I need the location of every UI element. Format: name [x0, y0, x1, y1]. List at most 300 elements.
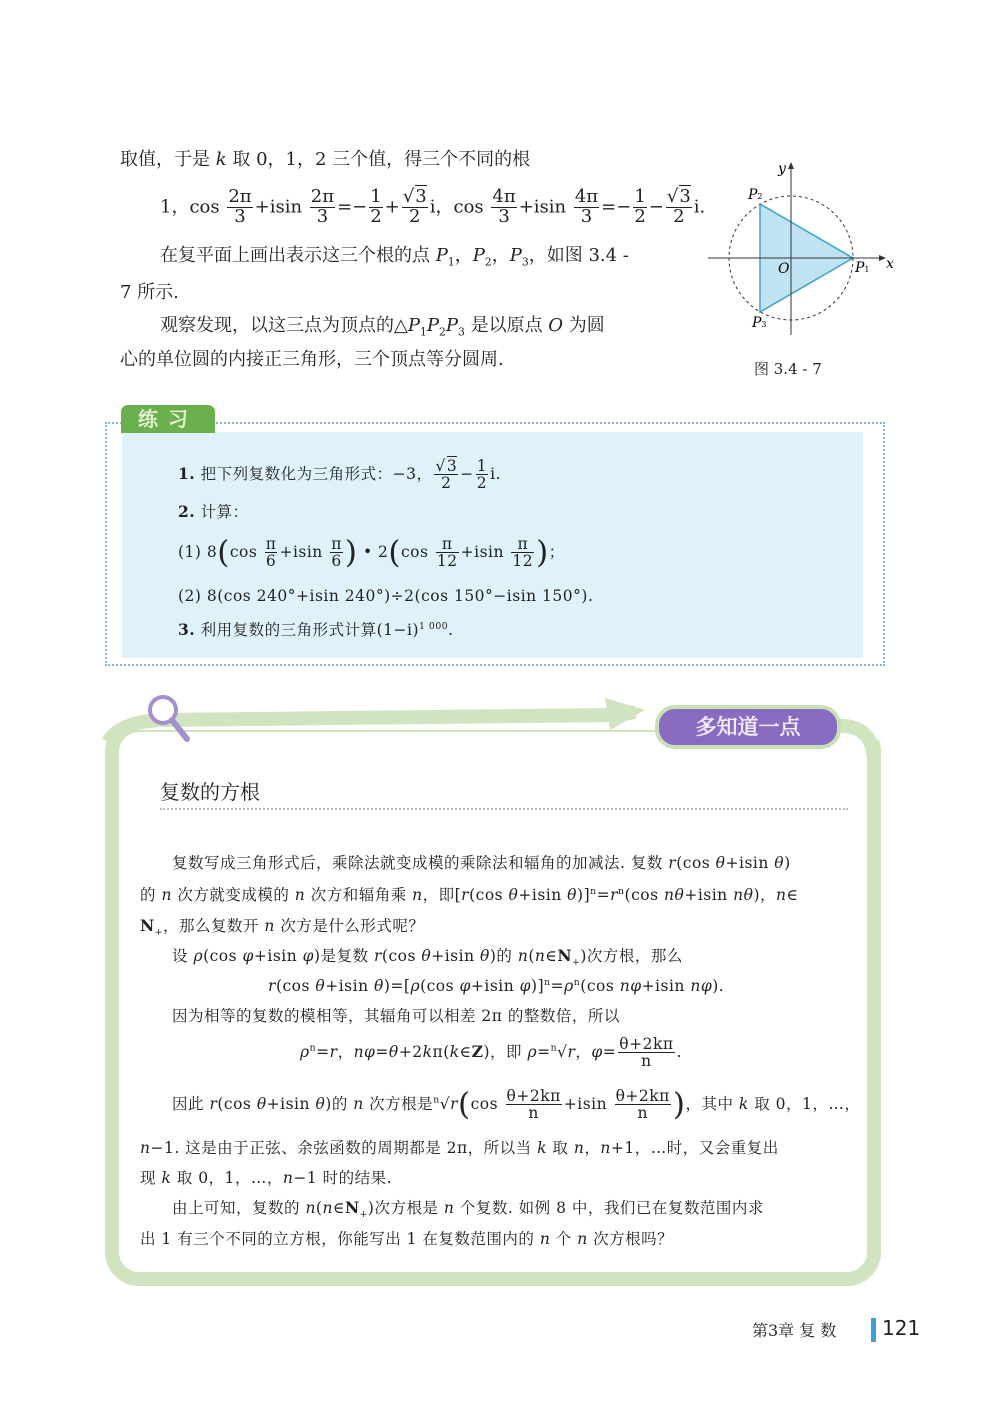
- big-paren: ): [672, 1086, 686, 1123]
- math-var: θ: [315, 977, 326, 995]
- fraction-part: 12: [436, 552, 458, 571]
- math-var: P: [472, 245, 485, 266]
- text-run: 的: [140, 886, 162, 904]
- text-run: √: [439, 1094, 451, 1113]
- text-run: 7 所示.: [120, 282, 179, 303]
- exercise-tab: 练习: [121, 405, 215, 433]
- text-line: [140, 1196, 764, 1220]
- math-var: θ: [374, 977, 384, 995]
- text-line: [160, 188, 705, 227]
- subscript: 1: [447, 255, 455, 269]
- math-var: r: [268, 977, 276, 995]
- y-label: y: [778, 161, 786, 177]
- math-var: ρ: [527, 1042, 538, 1061]
- text-run: i.: [693, 196, 706, 218]
- sqrt: √3: [402, 186, 427, 207]
- math-var: r: [209, 1094, 218, 1113]
- math-var: k: [449, 1042, 460, 1061]
- subscript: +: [359, 1209, 368, 1221]
- text-line: [140, 1136, 779, 1158]
- text-run: +isin: [641, 977, 691, 995]
- fraction: [491, 188, 516, 227]
- math-var: θ: [256, 1094, 267, 1113]
- math-var: n: [264, 917, 275, 935]
- math-var: n: [776, 886, 787, 904]
- superscript: n: [309, 1042, 317, 1054]
- math-var: k: [738, 1094, 749, 1113]
- fraction: [666, 188, 692, 227]
- text-run: i.: [490, 464, 501, 483]
- p1-label: P1: [855, 260, 870, 276]
- text-run: cos: [470, 1094, 504, 1113]
- math-var: n: [353, 1094, 364, 1113]
- text-run: ∈: [786, 886, 799, 904]
- text-run: (1) 8: [178, 542, 218, 561]
- text-run: =−: [337, 196, 368, 218]
- text-run: 利用复数的三角形式计算(1−i): [195, 621, 420, 639]
- text-run: ): [784, 854, 791, 872]
- text-line: [140, 1166, 392, 1188]
- text-run: ；: [548, 542, 565, 561]
- fraction-part: 6: [331, 552, 342, 571]
- math-var: n: [577, 1230, 588, 1248]
- text-line: [140, 1227, 673, 1249]
- fraction: [436, 536, 459, 570]
- fraction-part: π: [511, 536, 534, 553]
- math-var: n: [322, 1199, 333, 1217]
- text-line: [140, 914, 424, 938]
- bold-text: N: [140, 916, 155, 935]
- fraction: [330, 536, 343, 570]
- fraction-part: 6: [265, 552, 277, 571]
- math-var: nφ: [690, 977, 713, 995]
- math-var: nφ: [353, 1042, 376, 1061]
- text-run: ，: [584, 1139, 601, 1157]
- text-run: )]: [577, 886, 591, 904]
- text-line: [140, 1088, 860, 1122]
- text-line: [140, 944, 683, 968]
- text-run: ，: [575, 1042, 592, 1061]
- fraction-part: 1: [370, 186, 382, 207]
- math-var: θ: [774, 854, 785, 872]
- text-run: +isin: [460, 542, 510, 561]
- text-run: +isin: [325, 977, 375, 995]
- math-var: θ: [567, 886, 578, 904]
- text-run: cos: [229, 542, 263, 561]
- page-bar: [871, 1318, 876, 1342]
- fraction: [506, 1088, 562, 1122]
- text-run: 次方就变成模的: [171, 886, 295, 904]
- math-var: P: [407, 315, 420, 336]
- superscript: n: [590, 885, 597, 897]
- fraction-part: 2π: [310, 186, 335, 207]
- chapter-label: 第3章 复 数: [752, 1321, 837, 1340]
- text-run: =: [316, 1042, 330, 1061]
- math-var: φ: [459, 977, 471, 995]
- text-run: ，其中: [685, 1094, 739, 1113]
- fraction: [618, 1036, 674, 1070]
- fraction-part: 3: [234, 205, 246, 227]
- fraction-part: 2: [409, 205, 421, 227]
- text-run: ∈: [332, 1199, 345, 1217]
- big-paren: (: [217, 534, 230, 571]
- text-line: [120, 345, 504, 371]
- bold-text: 3.: [178, 620, 196, 639]
- fraction-part: n: [641, 1052, 652, 1071]
- text-run: )是复数: [314, 947, 374, 965]
- text-line: [160, 241, 629, 269]
- math-var: ρ: [193, 947, 204, 965]
- fraction-part: 3: [498, 205, 510, 227]
- fraction: [369, 188, 382, 227]
- math-var: r: [461, 886, 470, 904]
- math-var: P: [426, 315, 439, 336]
- text-run: (cos: [275, 977, 316, 995]
- text-run: −: [460, 464, 474, 483]
- math-var: n: [573, 1139, 585, 1157]
- math-var: φ: [302, 947, 315, 965]
- fraction-part: 2: [476, 474, 488, 493]
- math-var: k: [161, 1169, 172, 1187]
- math-var: n: [412, 886, 423, 904]
- text-run: 取: [547, 1139, 574, 1157]
- fraction: [633, 188, 646, 227]
- text-run: 取 0，1，2 三个值，得三个不同的根: [226, 149, 531, 170]
- text-run: )的: [489, 947, 518, 965]
- big-paren: ): [344, 534, 358, 571]
- text-run: ，: [491, 245, 510, 266]
- bold-text: Z: [471, 1041, 484, 1061]
- math-var: θ: [715, 854, 726, 872]
- text-line: [178, 618, 454, 640]
- text-run: 取值，于是: [120, 149, 216, 170]
- x-label: x: [886, 256, 894, 272]
- fraction-part: π: [436, 536, 459, 553]
- radicand: 3: [446, 457, 458, 475]
- math-var: nθ: [733, 886, 754, 904]
- math-var: n: [600, 1139, 611, 1157]
- text-run: 次方根是: [363, 1094, 434, 1113]
- math-var: r: [668, 854, 677, 872]
- fraction-part: 2: [634, 205, 646, 227]
- fraction: [574, 188, 599, 227]
- text-run: 心的单位圆的内接正三角形，三个顶点等分圆周.: [120, 349, 504, 370]
- know-more-badge: 多知道一点: [655, 705, 841, 749]
- text-run: +isin: [518, 886, 568, 904]
- text-run: =−: [601, 196, 632, 218]
- math-var: θ: [315, 1094, 326, 1113]
- text-run: 观察发现，以这三点为顶点的△: [160, 315, 408, 336]
- sqrt: √3: [666, 186, 691, 207]
- fraction-part: [402, 188, 428, 208]
- text-run: 由上可知，复数的: [140, 1199, 306, 1217]
- p3-label: P3: [752, 315, 767, 331]
- bold-text: N: [557, 946, 573, 965]
- subscript: 3: [457, 325, 465, 339]
- text-line: [178, 500, 249, 522]
- text-run: +isin: [684, 886, 734, 904]
- text-run: (cos: [676, 854, 716, 872]
- text-run: .: [676, 1042, 682, 1061]
- text-run: cos: [401, 542, 434, 561]
- text-run: ，: [454, 245, 473, 266]
- fraction-part: 4π: [574, 186, 599, 207]
- text-run: ，那么复数开: [162, 917, 265, 935]
- fraction-part: 3: [316, 205, 329, 227]
- math-var: φ: [242, 947, 254, 965]
- text-run: )的: [325, 1094, 354, 1113]
- text-run: (cos: [469, 886, 509, 904]
- fraction: [615, 1088, 671, 1122]
- math-var: φ: [591, 1042, 603, 1061]
- subscript: 3: [521, 255, 529, 269]
- text-run: )，即: [483, 1042, 528, 1061]
- text-line: [178, 536, 565, 570]
- text-run: 次方和辐角乘: [305, 886, 413, 904]
- text-run: )，: [753, 886, 776, 904]
- text-run: π(: [432, 1042, 450, 1061]
- math-var: r: [450, 1094, 458, 1113]
- text-line: [140, 974, 724, 996]
- figure-caption: 图 3.4 - 7: [754, 360, 822, 378]
- math-var: k: [537, 1139, 547, 1157]
- math-var: θ: [480, 947, 490, 965]
- big-paren: ): [536, 534, 549, 571]
- math-var: n: [294, 886, 306, 904]
- text-run: 设: [140, 947, 194, 965]
- text-run: 个复数. 如例 8 中，我们已在复数范围内求: [454, 1199, 764, 1217]
- fraction: [434, 458, 458, 492]
- math-var: θ: [421, 947, 432, 965]
- text-run: 把下列复数化为三角形式：−3，: [195, 464, 433, 483]
- text-run: +isin: [470, 977, 520, 995]
- page-number: 121: [882, 1316, 921, 1340]
- fraction: [476, 458, 488, 492]
- text-run: =: [537, 1042, 551, 1061]
- know-more-title: 复数的方根: [160, 780, 260, 804]
- radicand: 3: [679, 186, 691, 207]
- text-run: =: [375, 1042, 389, 1061]
- text-run: +isin: [563, 1094, 613, 1113]
- math-var: n: [161, 886, 172, 904]
- math-var: r: [610, 886, 619, 904]
- text-line: [140, 1004, 620, 1026]
- text-run: +isin: [253, 947, 303, 965]
- fraction-part: π: [331, 535, 342, 553]
- text-run: (cos: [381, 947, 422, 965]
- math-var: P: [445, 315, 458, 336]
- text-run: (cos: [580, 977, 620, 995]
- text-run: 取 0，1，…，: [171, 1169, 283, 1187]
- text-run: 因此: [140, 1094, 210, 1113]
- subscript: 2: [484, 255, 492, 269]
- superscript: n: [433, 1094, 440, 1106]
- math-var: θ: [508, 886, 519, 904]
- text-run: 取 0，1，…，: [748, 1094, 861, 1113]
- fraction-part: θ+2kπ: [506, 1087, 561, 1105]
- text-run: (: [315, 1199, 323, 1217]
- text-run: 在复平面上画出表示这三个根的点: [160, 245, 436, 266]
- superscript: 1 000: [419, 620, 449, 632]
- math-var: O: [548, 315, 564, 336]
- big-paren: (: [458, 1086, 471, 1123]
- text-run: 1，cos: [160, 196, 226, 218]
- math-var: ρ: [300, 1042, 310, 1061]
- sqrt: √3: [435, 457, 458, 475]
- math-var: n: [539, 1230, 551, 1248]
- text-line: [140, 883, 798, 905]
- fraction-part: 2: [673, 205, 685, 227]
- subscript: 2: [438, 325, 446, 339]
- fraction: [402, 188, 428, 227]
- text-run: ).: [712, 977, 725, 995]
- text-run: +isin: [518, 196, 572, 218]
- text-line: [120, 145, 530, 171]
- math-var: θ: [388, 1042, 399, 1061]
- subscript: +: [572, 957, 581, 969]
- math-var: n: [534, 947, 546, 965]
- math-var: ρ: [564, 977, 574, 995]
- text-run: 出 1 有三个不同的立方根，你能写出 1 在复数范围内的: [140, 1230, 540, 1248]
- superscript: n: [573, 976, 581, 988]
- math-var: nθ: [664, 886, 685, 904]
- math-var: k: [215, 149, 227, 170]
- text-run: 为圆: [563, 315, 605, 336]
- text-run: [140, 977, 268, 995]
- text-line: [178, 458, 501, 492]
- fraction: [265, 536, 278, 570]
- text-run: +isin: [431, 947, 480, 965]
- bold-text: N: [344, 1198, 360, 1217]
- math-var: n: [305, 1199, 316, 1217]
- fraction-part: π: [265, 535, 277, 553]
- text-run: i，cos: [429, 196, 490, 218]
- fraction: [310, 188, 335, 227]
- math-var: nφ: [619, 977, 642, 995]
- text-run: 复数写成三角形式后，乘除法就变成模的乘除法和辐角的加减法. 复数: [140, 854, 669, 872]
- magnifier-icon: [145, 692, 195, 744]
- math-var: n: [282, 1169, 294, 1187]
- text-run: +isin: [725, 854, 775, 872]
- box-corner: [836, 718, 882, 768]
- superscript: n: [550, 1042, 558, 1054]
- text-run: −: [648, 196, 664, 218]
- text-run: ，如图 3.4 -: [528, 245, 629, 266]
- fraction-part: 3: [580, 205, 593, 227]
- math-var: r: [374, 947, 382, 965]
- math-var: P: [509, 245, 522, 266]
- p2-label: P2: [748, 187, 763, 203]
- subscript: 1: [419, 325, 427, 339]
- text-run: (: [528, 947, 535, 965]
- fraction-part: 1: [634, 186, 646, 207]
- text-run: )]: [531, 977, 545, 995]
- figure-3-4-7: [700, 155, 900, 385]
- math-var: k: [422, 1042, 433, 1061]
- text-run: )次方根是: [367, 1199, 444, 1217]
- big-paren: (: [388, 534, 401, 571]
- fraction-part: 1: [476, 457, 488, 475]
- text-run: (2) 8(cos 240°+isin 240°)÷2(cos 150°−isin 150°).: [178, 587, 594, 605]
- fraction: [511, 536, 534, 570]
- text-run: [140, 1043, 300, 1061]
- fraction-part: [434, 458, 458, 475]
- text-line: [120, 278, 179, 304]
- text-run: ，: [337, 1042, 354, 1061]
- fraction-part: [666, 188, 692, 208]
- text-run: √: [557, 1042, 568, 1061]
- text-line: [178, 587, 593, 605]
- fraction-part: θ+2kπ: [619, 1035, 674, 1053]
- text-run: 个: [550, 1230, 578, 1248]
- math-var: n: [517, 947, 529, 965]
- text-run: +2: [398, 1042, 423, 1061]
- subscript: +: [154, 927, 163, 939]
- fraction-part: n: [528, 1104, 539, 1123]
- fraction-part: 2π: [228, 186, 252, 207]
- math-var: r: [329, 1042, 338, 1061]
- math-var: ρ: [410, 977, 421, 995]
- fraction-part: 4π: [492, 186, 516, 207]
- fraction-part: 12: [512, 552, 534, 571]
- math-var: φ: [519, 977, 532, 995]
- text-line: [160, 311, 605, 339]
- text-run: .: [448, 621, 454, 639]
- radicand: 3: [415, 186, 427, 207]
- text-run: (cos: [624, 886, 664, 904]
- math-var: r: [567, 1042, 576, 1061]
- text-line: [140, 1036, 682, 1070]
- text-line: [140, 851, 791, 873]
- fraction-part: 2: [370, 205, 382, 227]
- text-run: (cos: [203, 947, 243, 965]
- text-run: =: [602, 1042, 617, 1061]
- text-run: =: [550, 977, 565, 995]
- math-var: n: [443, 1199, 455, 1217]
- origin-label: O: [778, 261, 790, 277]
- text-run: −1 时的结果.: [293, 1169, 393, 1187]
- superscript: n: [618, 885, 625, 897]
- text-run: )次方根，那么: [580, 947, 683, 965]
- text-run: −1. 这是由于正弦、余弦函数的周期都是 2π，所以当: [150, 1139, 538, 1157]
- text-run: +1，…时，又会重复出: [610, 1139, 779, 1157]
- text-run: (cos: [420, 977, 460, 995]
- math-var: n: [140, 1139, 151, 1157]
- title-underline: [160, 808, 848, 810]
- text-run: ，即[: [422, 886, 462, 904]
- text-run: (cos: [217, 1094, 257, 1113]
- text-run: 现: [140, 1169, 162, 1187]
- text-run: +isin: [254, 196, 308, 218]
- text-run: ∈: [459, 1042, 472, 1061]
- text-run: ∈: [545, 947, 558, 965]
- bold-text: 1.: [178, 463, 196, 483]
- text-run: 因为相等的复数的模相等，其辐角可以相差 2π 的整数倍，所以: [140, 1007, 620, 1025]
- bold-text: 2.: [178, 502, 196, 521]
- text-run: • 2: [357, 542, 389, 561]
- fraction-part: 2: [441, 474, 452, 493]
- text-run: )=[: [383, 977, 411, 995]
- superscript: n: [544, 976, 551, 988]
- text-run: +: [384, 196, 400, 218]
- text-run: 次方是什么形式呢？: [274, 917, 425, 935]
- text-run: 计算：: [195, 503, 249, 521]
- text-run: +isin: [279, 542, 329, 561]
- text-run: 次方根吗？: [587, 1230, 674, 1248]
- fraction-part: θ+2kπ: [615, 1087, 670, 1105]
- text-run: +isin: [266, 1094, 316, 1113]
- text-run: =: [596, 886, 611, 904]
